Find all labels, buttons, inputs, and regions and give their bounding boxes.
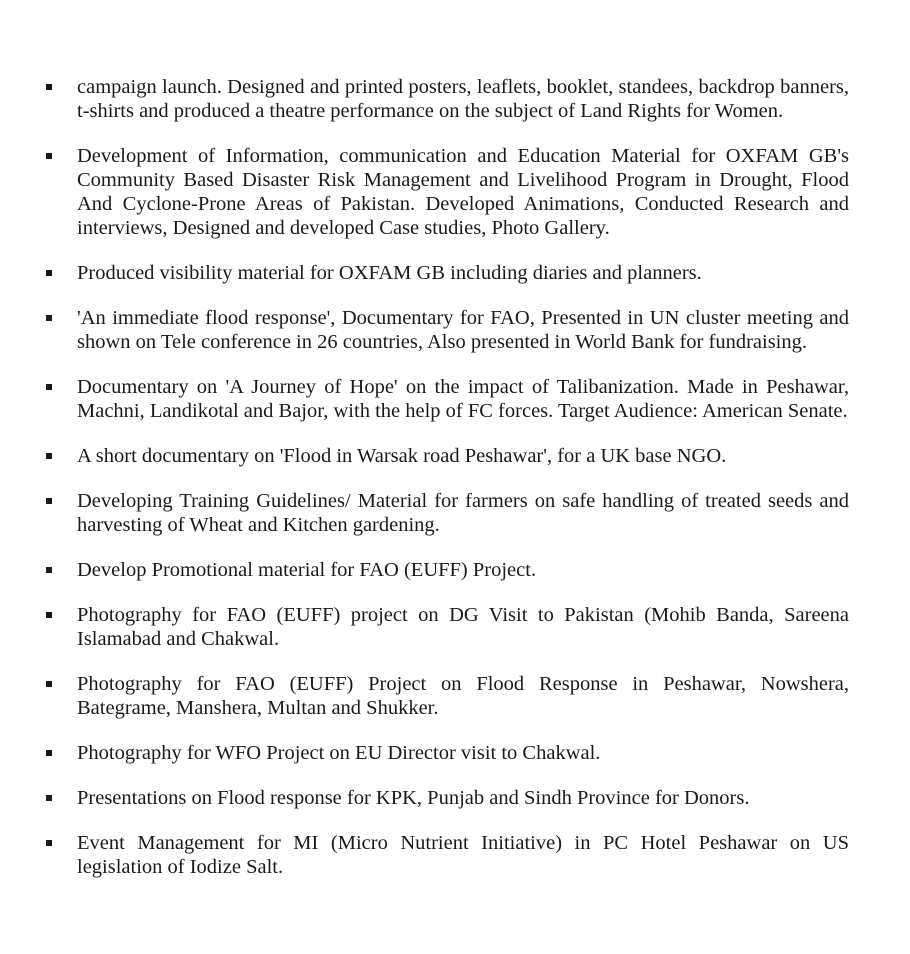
- list-item-text: A short documentary on 'Flood in Warsak road Peshawar', for a UK base NGO.: [77, 445, 727, 467]
- list-item: [0, 306, 910, 354]
- bullet-square-icon: [46, 384, 52, 390]
- list-item: [0, 603, 910, 651]
- list-item-text: 'An immediate flood response', Documentary for FAO, Presented in UN cluster meeting and shown on Tele conference in 26 countries, Also presented in World Bank for fundraising.: [77, 307, 849, 353]
- list-item: [0, 741, 910, 765]
- list-item-text: Presentations on Flood response for KPK, Punjab and Sindh Province for Donors.: [77, 787, 750, 809]
- list-item: [0, 558, 910, 582]
- list-item-text: Photography for FAO (EUFF) project on DG Visit to Pakistan (Mohib Banda, Sareena Islamabad and Chakwal.: [77, 604, 849, 650]
- list-item: [0, 75, 910, 123]
- bullet-square-icon: [46, 612, 52, 618]
- list-item-text: Event Management for MI (Micro Nutrient Initiative) in PC Hotel Peshawar on US legislation of Iodize Salt.: [77, 832, 849, 878]
- bullet-square-icon: [46, 153, 52, 159]
- bullet-square-icon: [46, 795, 52, 801]
- bullet-list: [0, 75, 910, 900]
- list-item-text: Photography for FAO (EUFF) Project on Flood Response in Peshawar, Nowshera, Bategrame, Manshera, Multan and Shukker.: [77, 673, 849, 719]
- bullet-square-icon: [46, 840, 52, 846]
- bullet-square-icon: [46, 681, 52, 687]
- list-item: [0, 375, 910, 423]
- bullet-square-icon: [46, 750, 52, 756]
- list-item-text: Developing Training Guidelines/ Material for farmers on safe handling of treated seeds and harvesting of Wheat and Kitchen gardening.: [77, 490, 849, 536]
- list-item: [0, 489, 910, 537]
- list-item-text: Photography for WFO Project on EU Director visit to Chakwal.: [77, 742, 601, 764]
- bullet-square-icon: [46, 270, 52, 276]
- bullet-square-icon: [46, 84, 52, 90]
- bullet-square-icon: [46, 453, 52, 459]
- list-item-text: campaign launch. Designed and printed posters, leaflets, booklet, standees, backdrop banners, t-shirts and produced a theatre performance on the subject of Land Rights for Women.: [77, 76, 849, 122]
- list-item-text: Develop Promotional material for FAO (EUFF) Project.: [77, 559, 537, 581]
- list-item-text: Produced visibility material for OXFAM GB including diaries and planners.: [77, 262, 702, 284]
- list-item-text: Documentary on 'A Journey of Hope' on the impact of Talibanization. Made in Peshawar, Machni, Landikotal and Bajor, with the help of FC forces. Target Audience: American Senate.: [77, 376, 849, 422]
- list-item: [0, 444, 910, 468]
- bullet-square-icon: [46, 567, 52, 573]
- list-item-text: Development of Information, communication and Education Material for OXFAM GB's Community Based Disaster Risk Management and Livelihood Program in Drought, Flood And Cyclone-Prone Areas of Pakistan. Developed Animations, Conducted Research and interviews, Designed and developed Case studies, Photo Gallery.: [77, 145, 849, 239]
- list-item: [0, 261, 910, 285]
- bullet-square-icon: [46, 498, 52, 504]
- list-item: [0, 144, 910, 240]
- list-item: [0, 831, 910, 879]
- list-item: [0, 672, 910, 720]
- bullet-square-icon: [46, 315, 52, 321]
- list-item: [0, 786, 910, 810]
